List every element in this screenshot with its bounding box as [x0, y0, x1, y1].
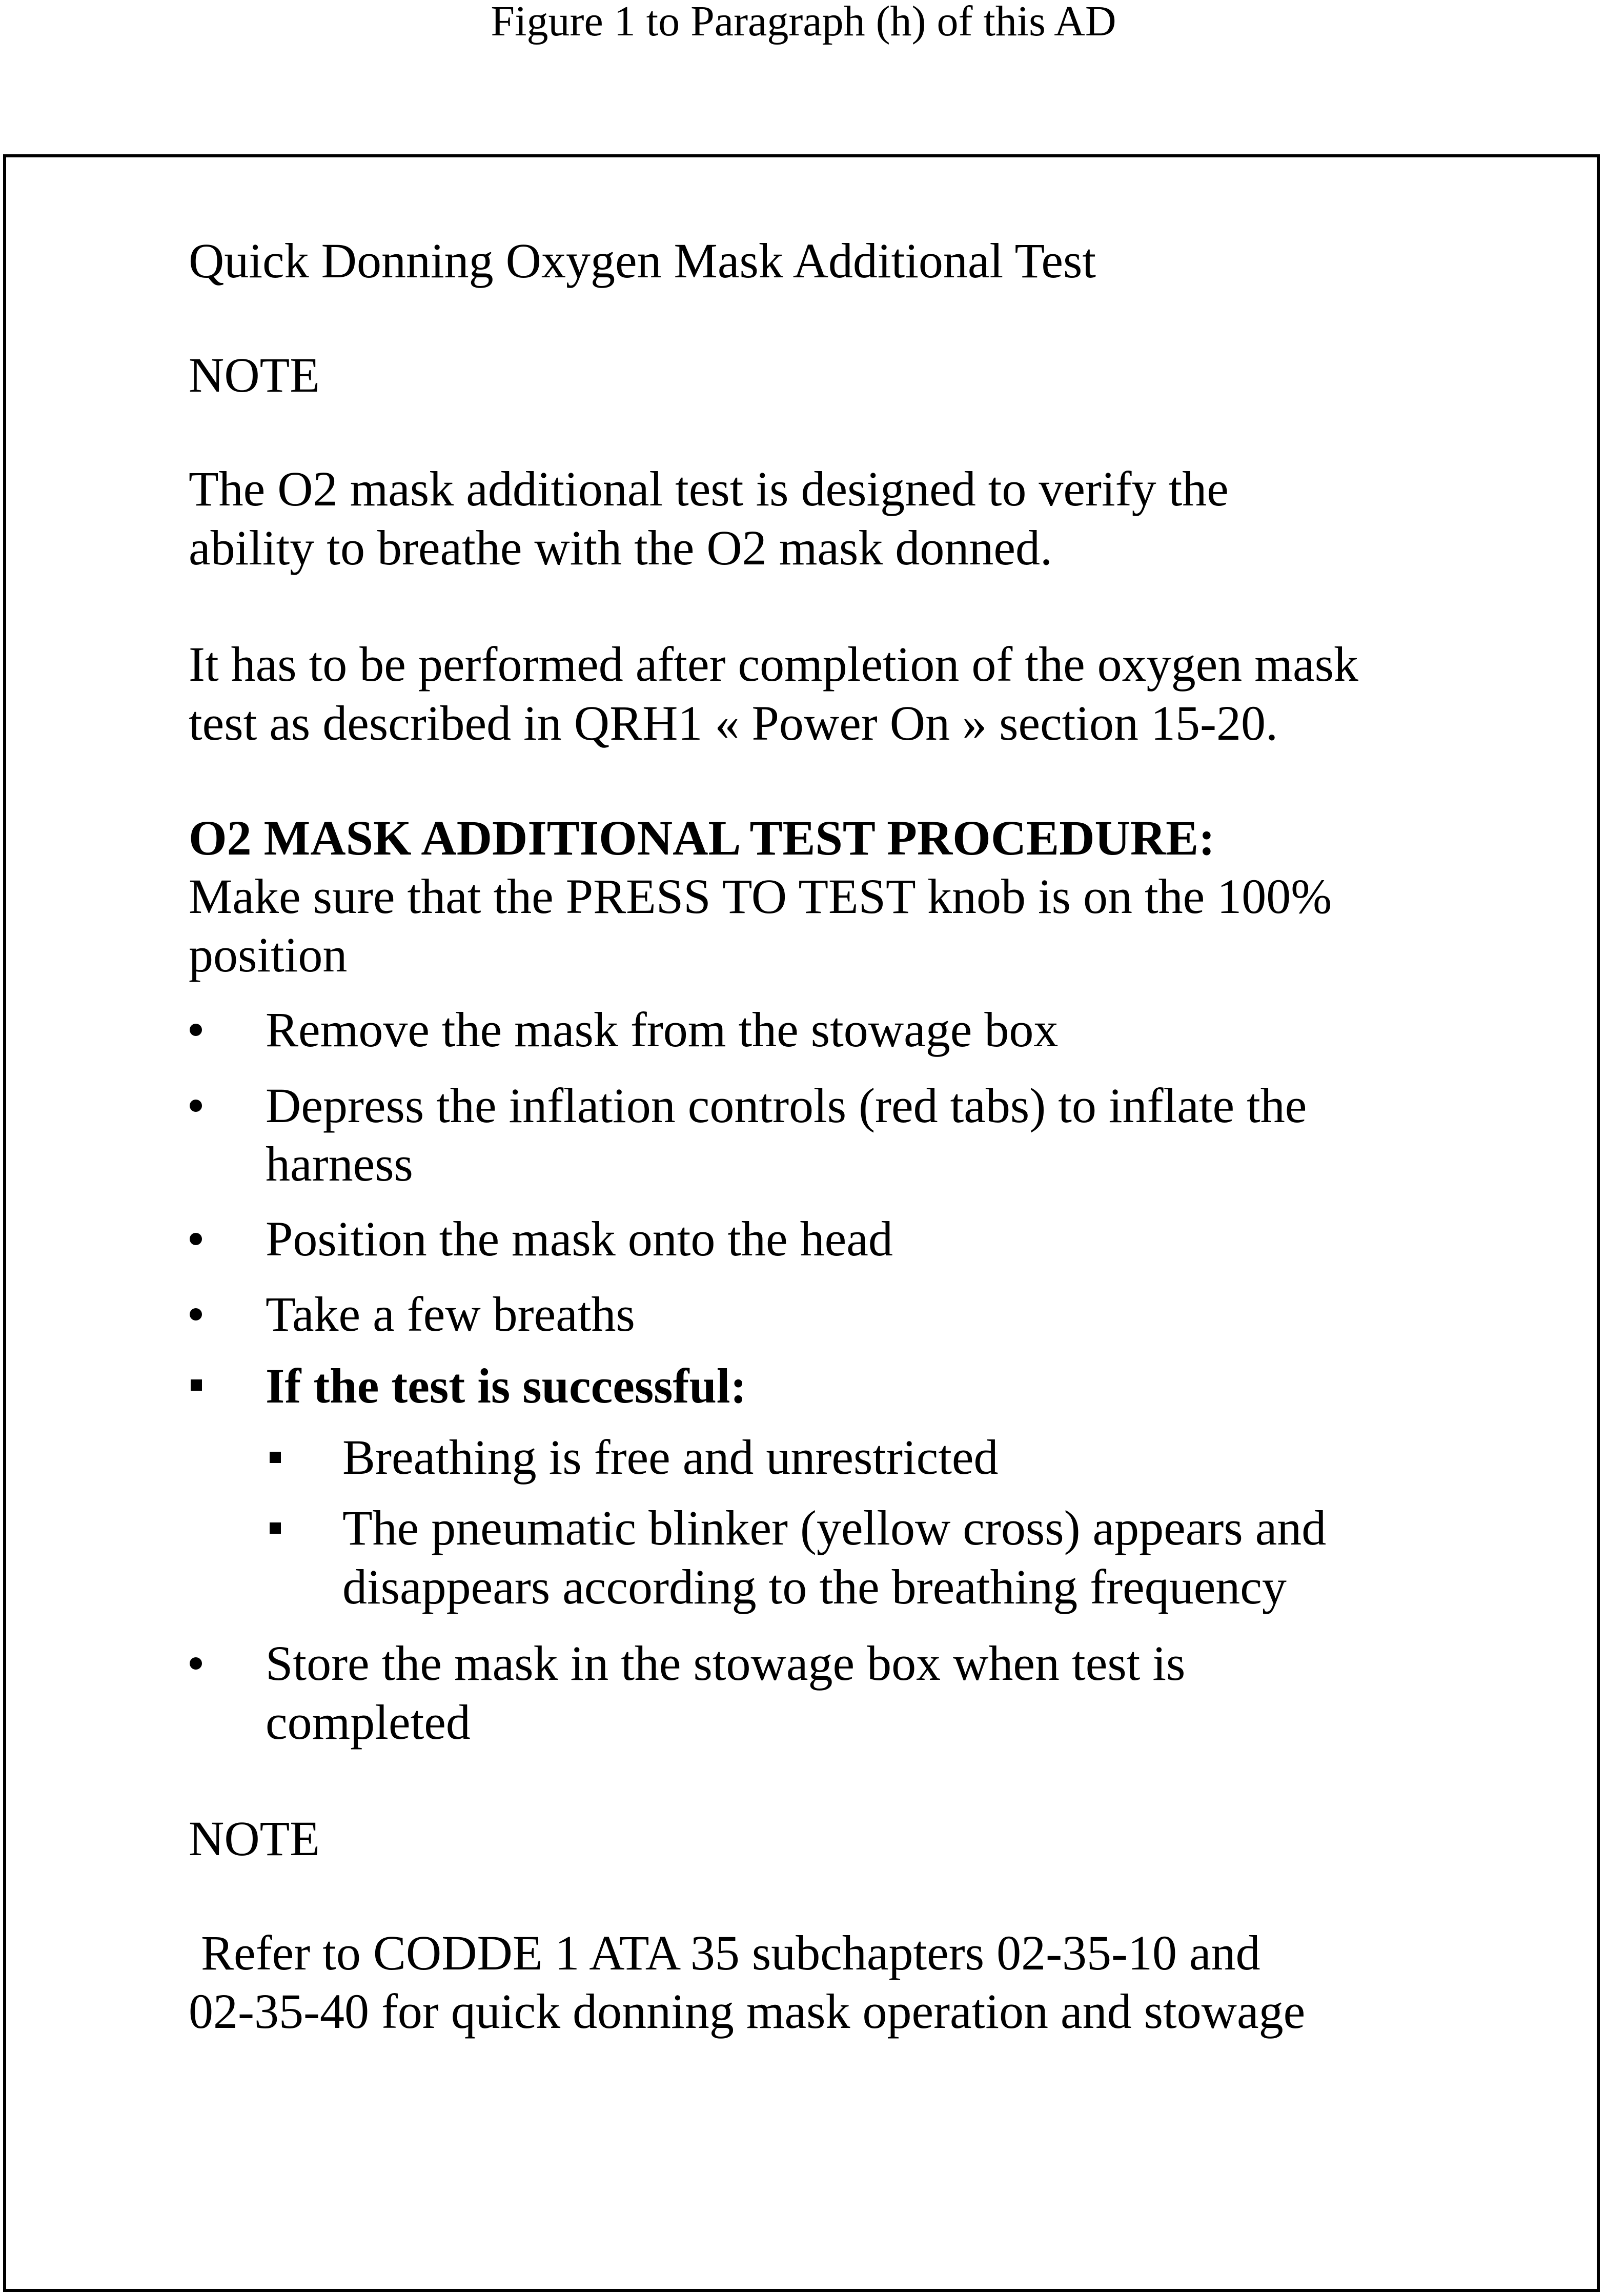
procedure-intro-line: Make sure that the PRESS TO TEST knob is on the 100% — [189, 869, 1332, 924]
note-label: NOTE — [189, 348, 320, 402]
bullet-dot-icon — [190, 1233, 202, 1245]
step-text: Take a few breaths — [266, 1287, 635, 1342]
step-text: Store the mask in the stowage box when test is — [266, 1636, 1186, 1691]
step-text: Position the mask onto the head — [266, 1211, 893, 1266]
bullet-dot-icon — [190, 1657, 202, 1670]
intro-line: test as described in QRH1 « Power On » section 15-20. — [189, 696, 1278, 750]
bullet-dot-icon — [190, 1308, 202, 1320]
intro-line: The O2 mask additional test is designed to verify the — [189, 461, 1229, 516]
intro-line: It has to be performed after completion of the oxygen mask — [189, 637, 1358, 692]
step-text: Depress the inflation controls (red tabs) to inflate the — [266, 1078, 1307, 1133]
success-item-text: disappears according to the breathing frequency — [342, 1559, 1287, 1614]
note-label: NOTE — [189, 1811, 320, 1866]
procedure-intro-line: position — [189, 927, 348, 982]
step-text: Remove the mask from the stowage box — [266, 1002, 1059, 1057]
step-text: harness — [266, 1136, 413, 1191]
reference-line: Refer to CODDE 1 ATA 35 subchapters 02-35-10 and — [189, 1925, 1260, 1980]
success-item-text: The pneumatic blinker (yellow cross) appears and — [342, 1500, 1327, 1555]
reference-line: 02-35-40 for quick donning mask operation and stowage — [189, 1984, 1306, 2039]
bullet-dot-icon — [190, 1024, 202, 1036]
figure-caption: Figure 1 to Paragraph (h) of this AD — [491, 0, 1116, 45]
bullet-square-icon — [270, 1522, 281, 1534]
success-item-text: Breathing is free and unrestricted — [342, 1430, 999, 1485]
bullet-square-icon — [270, 1452, 281, 1463]
bullet-square-icon — [191, 1379, 202, 1391]
success-label: If the test is successful: — [266, 1358, 747, 1413]
step-text: completed — [266, 1695, 471, 1750]
intro-line: ability to breathe with the O2 mask donned. — [189, 520, 1052, 575]
bullet-dot-icon — [190, 1100, 202, 1112]
procedure-heading: O2 MASK ADDITIONAL TEST PROCEDURE: — [189, 810, 1215, 865]
box-title: Quick Donning Oxygen Mask Additional Test — [189, 233, 1096, 288]
